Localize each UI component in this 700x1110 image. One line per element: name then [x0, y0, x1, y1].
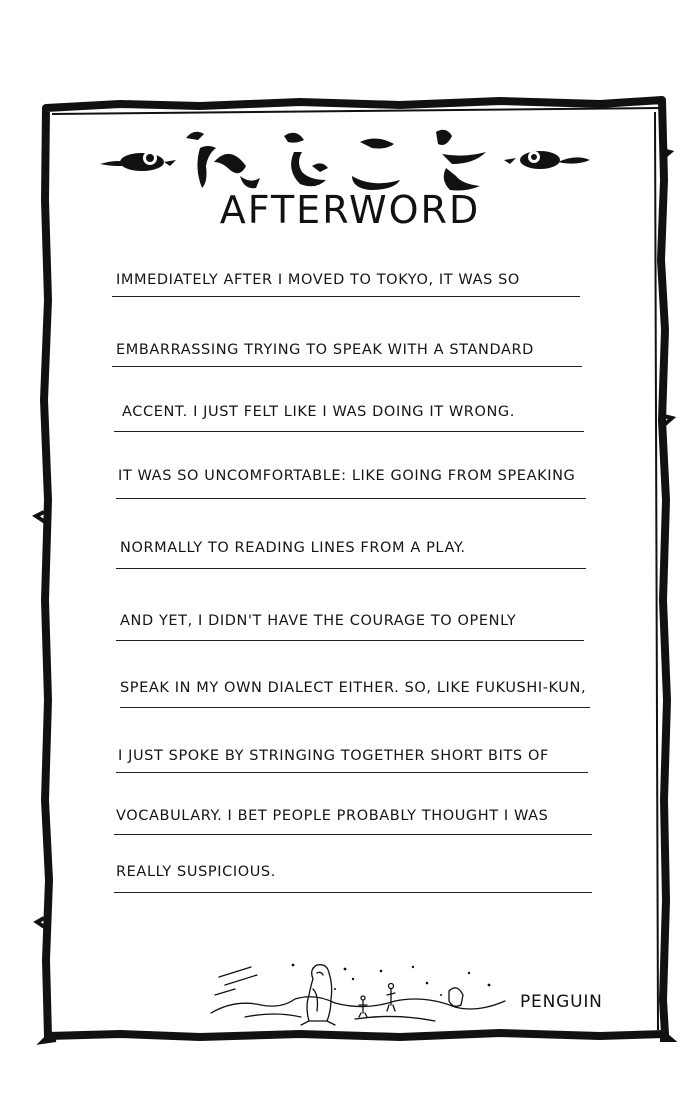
text-line-2: EMBARRASSING TRYING TO SPEAK WITH A STANDARD	[116, 342, 534, 358]
text-line-7: SPEAK IN MY OWN DIALECT EITHER. SO, LIKE FUKUSHI-KUN,	[120, 680, 587, 696]
text-line-3: ACCENT. I JUST FELT LIKE I WAS DOING IT WRONG.	[122, 404, 515, 420]
author-signature: PENGUIN	[520, 992, 603, 1012]
ruled-line	[120, 707, 590, 708]
penguin-snowy-landscape-icon	[205, 955, 515, 1030]
text-line-6: AND YET, I DIDN'T HAVE THE COURAGE TO OPENLY	[120, 613, 517, 629]
decorative-swirl-ornament-icon	[90, 118, 600, 198]
ruled-line	[116, 568, 586, 569]
text-line-8: I JUST SPOKE BY STRINGING TOGETHER SHORT BITS OF	[118, 748, 549, 764]
ruled-line	[112, 296, 580, 297]
text-line-5: NORMALLY TO READING LINES FROM A PLAY.	[120, 540, 466, 556]
ruled-line	[116, 498, 586, 499]
ruled-line	[114, 431, 584, 432]
ruled-line	[112, 366, 582, 367]
ruled-line	[116, 772, 588, 773]
text-line-4: IT WAS SO UNCOMFORTABLE: LIKE GOING FROM SPEAKING	[118, 468, 576, 484]
text-line-10: REALLY SUSPICIOUS.	[116, 864, 276, 880]
ruled-line	[114, 892, 592, 893]
text-line-9: VOCABULARY. I BET PEOPLE PROBABLY THOUGHT I WAS	[116, 808, 549, 824]
text-line-1: IMMEDIATELY AFTER I MOVED TO TOKYO, IT WAS SO	[116, 272, 520, 288]
ruled-line	[116, 640, 584, 641]
ruled-line	[114, 834, 592, 835]
page-title: AFTERWORD	[219, 188, 481, 232]
